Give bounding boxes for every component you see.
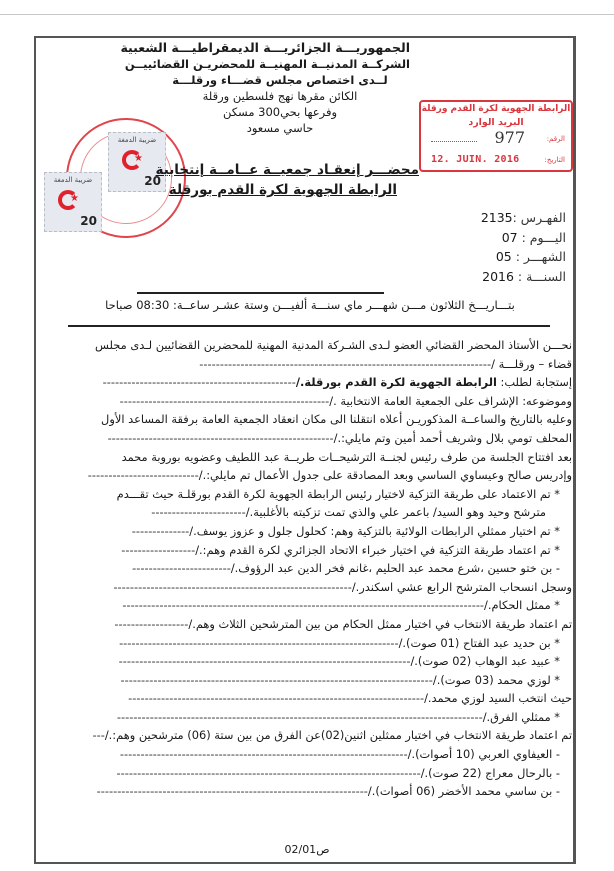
dash-filler: -------------- [131, 523, 190, 538]
dash-filler: --------------------------------------------------- [119, 393, 330, 408]
letterhead-line: الشركــة المدنيــة المهنيــة للمحضريـن القضائييــن [124, 57, 410, 71]
tax-stamp-caption: ضريبة الدمغة [117, 136, 157, 144]
stamp-number: 977 [494, 128, 525, 147]
body-line [58, 429, 572, 448]
stamp-number-row [427, 130, 565, 148]
stamp-date-row [427, 151, 565, 169]
body-text: وسجل انسحاب المترشح الرابع عشي اسكندر./ [351, 579, 572, 594]
dash-filler: --------------------------- [87, 468, 199, 483]
body-text: - العيفاوي العربي (10 أصوات)./ [407, 747, 560, 762]
divider [68, 325, 550, 327]
body-line [58, 578, 572, 597]
body-text: إستجابة لطلب: [496, 375, 572, 390]
meta-label: الشهـــر : [515, 249, 566, 264]
body-text: * تم اعتماد طريقة التزكية في اختيار خبراء الاتحاد الجزائري لكرة القدم وهم:./ [195, 542, 560, 557]
dash-filler: ------------------------------------------------------------------------ [128, 691, 425, 706]
body-text: * تم اختيار ممثلي الرابطات الولائية بالتزكية وهم: كحلول جلول و عزوز يوسف./ [189, 523, 560, 538]
meta-label: اليـــوم : [521, 229, 566, 245]
body-line [58, 652, 572, 671]
body-line [58, 615, 572, 634]
body-text: مترشح وحيد وهو السيد/ باعمر علي والذي تمت تزكيته بالأغلبية./ [245, 505, 546, 520]
dash-filler: -------------------------------------------------------------------------- [116, 765, 421, 780]
meta-year [481, 267, 566, 287]
body-text: * عبيد عبد الوهاب (02 صوت)./ [410, 654, 560, 669]
dash-filler: ----------------------------------------------- [102, 375, 296, 390]
body-text: حيث انتخب السيد لوزي محمد./ [424, 691, 572, 706]
body-line [58, 336, 572, 355]
meta-month [481, 247, 566, 267]
body-text: * لوزي محمد (03 صوت)./ [432, 672, 560, 687]
body-line [58, 410, 572, 429]
dash-filler: ------------------ [114, 616, 189, 631]
tax-stamp-value: 20 [144, 174, 161, 188]
body-text: * ممثلي الفرق./ [482, 709, 560, 724]
letterhead-line: الجمهوريـــة الجزائريـــة الديمقراطيـــة الشعبية [120, 40, 410, 55]
stamp-dotted-line [431, 141, 477, 142]
page-number: ص02/01 [284, 843, 330, 856]
meta-index [481, 208, 566, 228]
meta-label: الفهـرس : [512, 210, 566, 225]
letterhead-line: الكائن مقرها نهج فلسطين ورقلة [202, 89, 358, 103]
meta-value: 2016 [482, 268, 514, 284]
stamp-date-label: التاريخ: [544, 156, 565, 164]
body-text: قضاء – ورقلـــة / [491, 356, 572, 371]
body-line [58, 522, 572, 541]
star-icon: ★ [70, 193, 79, 204]
body-text: * تم الاعتماد على طريقة التزكية لاختيار رئيس الرابطة الجهوية لكرة القدم بورقلـة حيث تقـــدم [116, 486, 560, 501]
body-line [58, 485, 572, 504]
body-line [58, 559, 572, 578]
body-line [58, 689, 572, 708]
dash-filler: ------------------------ [132, 561, 231, 576]
body-line [58, 634, 572, 653]
dash-filler: ---------------------------------------------------------------------------- [120, 672, 433, 687]
body-line [58, 708, 572, 727]
body-text: وموضوعه: الإشراف على الجمعية العامة الانتخابية ./ [329, 393, 572, 408]
meta-day [481, 228, 566, 248]
body-line [58, 745, 572, 764]
received-date-stamp: 12. JUIN. 2016 [431, 154, 520, 165]
letterhead-line: لــدى اختصاص مجلس قضـــاء ورقلـــة [172, 73, 388, 87]
tax-stamp-caption: ضريبة الدمغة [53, 176, 93, 184]
body-line [58, 392, 572, 411]
body-line [58, 448, 572, 467]
body-text: - بالرحال معراج (22 صوت)./ [420, 765, 560, 780]
tax-stamp [44, 172, 102, 232]
dash-filler: ----------------------- [151, 505, 246, 520]
letterhead [120, 40, 410, 136]
dash-filler: ------------------------------------------------------------------ [96, 784, 368, 799]
letterhead-line: حاسي مسعود [246, 121, 314, 135]
body-line [58, 541, 572, 560]
body-text: - بن ختو حسين ،شرع محمد عبد الحليم ،غانم فخر الدين عبد الرؤوف./ [230, 561, 560, 576]
body-line [58, 503, 572, 522]
body-line [58, 596, 572, 615]
meta-value: 07 [501, 229, 518, 245]
body-line [58, 466, 572, 485]
dash-filler: ------------------ [121, 542, 196, 557]
body-text: وإدريس صالح وعيساوي الساسي وبعد المصادقة على جدول الأعمال تم مايلي:./ [198, 468, 572, 483]
dash-filler: ---------------------------------------------------------------------------------------- [122, 598, 485, 613]
body-text: - بن ساسي محمد الأخضر (06 أصوات)./ [367, 784, 560, 799]
body-text: نحـــن الأستاذ المحضر القضائي العضو لـدى الشـركة المدنية المهنية للمحضرين القضائيين لـدى مجلس [95, 338, 572, 352]
dash-filler: -------------------------------------------------------------------- [119, 635, 399, 650]
body-text: بعد افتتاح الجلسة من طرف رئيس لجنــة الترشيحــات طريــة عبد اللطيف وعضويه بوروبة محمد [121, 449, 572, 464]
divider [137, 292, 384, 294]
body-text: * بن حديد عبد الفتاح (01 صوت)./ [398, 635, 560, 650]
body-line [58, 373, 572, 392]
dash-filler: ----------------------------------------------------------------------- [118, 654, 411, 669]
body-bold-text: الرابطة الجهوية لكرة القدم بورقلة./ [295, 375, 497, 390]
body-line [58, 671, 572, 690]
tax-stamp-value: 20 [80, 214, 97, 228]
letterhead-line: وفرعها بحي300 مسكن [222, 105, 338, 119]
body-text: تم اعتماد طريقة الانتخاب في اختيار ممثلين اثنين(02)عن الفرق من بين ستة (06) مترشحين وهم:./ [104, 728, 572, 743]
body-line [58, 726, 572, 745]
title-line: محضـــر إنعقـاد جمعيــة عــامــة إنتخابية [155, 162, 419, 178]
meta-value: 2135 [480, 210, 513, 225]
dash-filler: ----------------------------------------------------------------------------------------- [116, 709, 483, 724]
body-line [58, 764, 572, 783]
body-text: تم اعتماد طريقة الانتخاب في اختيار ممثل الحكام من بين المترشحين الثلاث وهم./ [188, 616, 572, 631]
stamp-title: البريد الوارد [468, 117, 524, 128]
meta-value: 05 [495, 249, 512, 264]
dash-filler: ---------------------------------------------------------- [113, 579, 352, 594]
body-text: المحلف تومي بلال وشريف أحمد أمين وتم مايلي:./ [333, 430, 572, 445]
scan-edge-line [0, 14, 614, 15]
document-meta [481, 208, 566, 286]
dash-filler: --- [92, 728, 105, 743]
stamp-org: الرابطة الجهوية لكرة القدم ورقلة [421, 104, 571, 114]
title-line: الرابطة الجهوية لكرة القدم بورقلة [168, 182, 397, 198]
received-mail-stamp [419, 100, 573, 172]
body-text: وعليه بالتاريخ والساعــة المذكوريـن أعلاه انتقلنا الى مكان انعقاد الجمعية العامة برفقة المساعد الأول [101, 412, 572, 427]
meta-label: السنـــة : [517, 268, 566, 284]
body-text: * ممثل الحكام./ [484, 598, 560, 613]
session-date: بتـــاريـــخ الثلاثون مـــن شهـــر ماي سنـــة ألفيـــن وستة عشـر ساعــة: 08:30 صباحا [105, 298, 515, 312]
document-title [156, 160, 419, 200]
body-line [58, 782, 572, 801]
dash-filler: ---------------------------------------------------------------------- [119, 747, 408, 762]
star-icon: ★ [134, 153, 143, 164]
dash-filler: ----------------------------------------------------------------------- [199, 356, 492, 371]
minutes-body [58, 336, 572, 801]
dash-filler: ------------------------------------------------------- [107, 430, 334, 445]
body-line [58, 355, 572, 374]
stamp-number-label: الرقم: [546, 135, 565, 143]
